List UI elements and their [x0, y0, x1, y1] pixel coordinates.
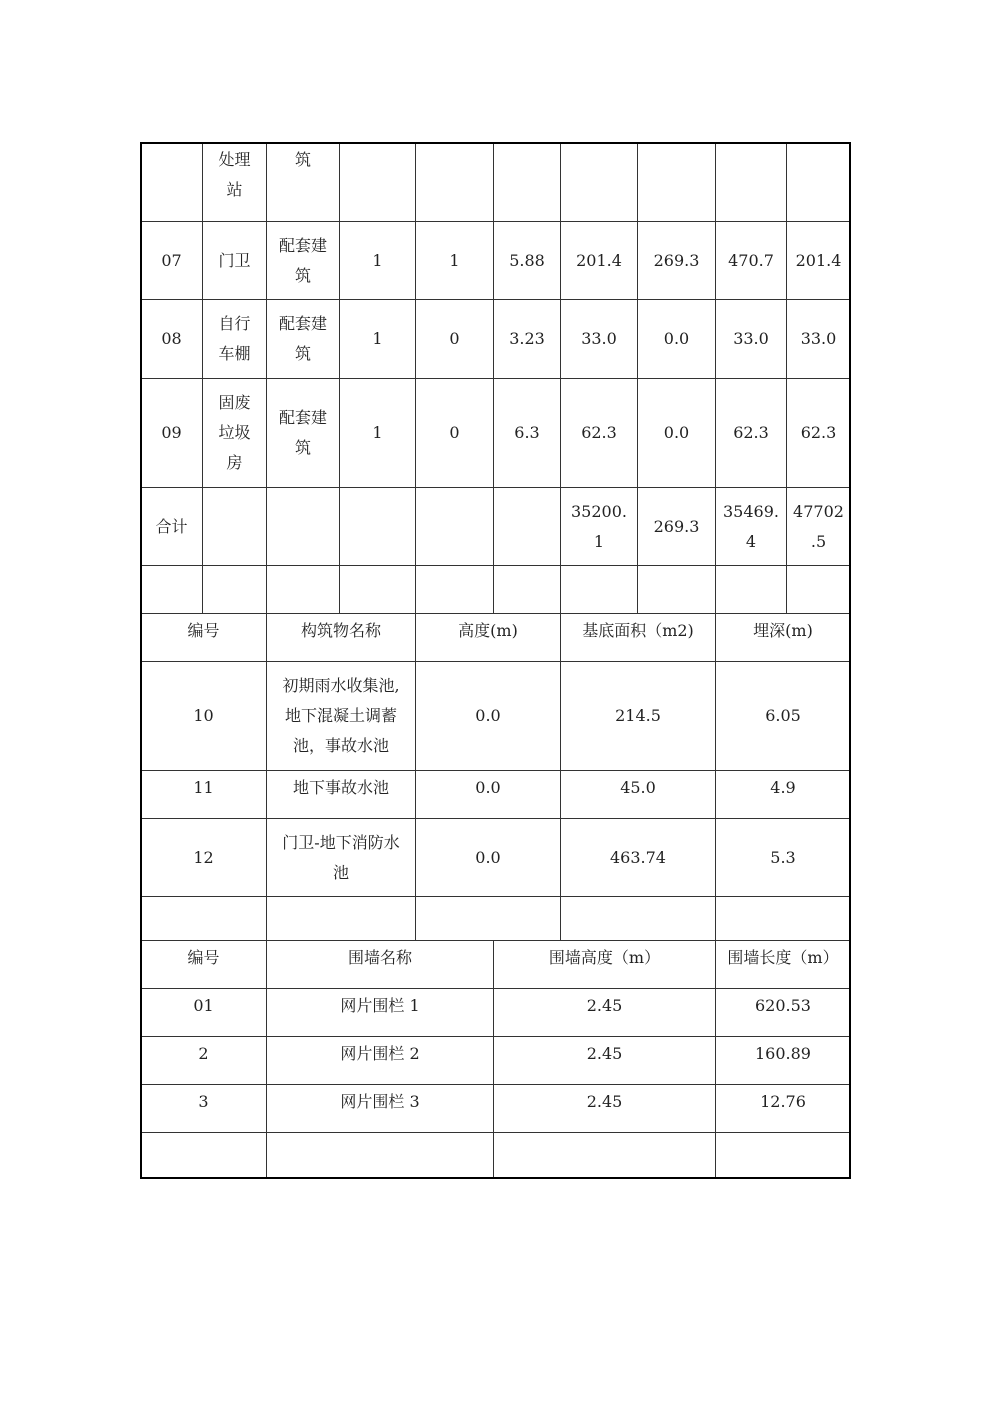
- total-value-cell: 269.3: [638, 488, 716, 566]
- building-row-col5-cell: [416, 143, 494, 222]
- wall-row-length-cell: 160.89: [716, 1037, 850, 1085]
- empty-cell: [416, 897, 561, 941]
- building-row-col9-cell: 33.0: [716, 300, 787, 379]
- structure-header-cell: 基底面积（m2): [561, 614, 716, 662]
- empty-cell: [561, 897, 716, 941]
- structure-row-name-cell: 门卫-地下消防水 池: [267, 819, 416, 897]
- empty-cell: [141, 897, 267, 941]
- structure-row-name-cell: 初期雨水收集池, 地下混凝土调蓄 池，事故水池: [267, 662, 416, 771]
- structure-header-cell: 编号: [141, 614, 267, 662]
- total-value-cell: [494, 488, 561, 566]
- wall-row-length-cell: 620.53: [716, 989, 850, 1037]
- wall-row-id-cell: 3: [141, 1085, 267, 1133]
- building-row-col5-cell: 0: [416, 300, 494, 379]
- empty-cell: [716, 1133, 850, 1178]
- building-row-name-cell: 自行 车棚: [203, 300, 267, 379]
- empty-cell: [716, 897, 850, 941]
- empty-cell: [340, 566, 416, 614]
- structure-row-area-cell: 45.0: [561, 771, 716, 819]
- structure-row-id-cell: 12: [141, 819, 267, 897]
- building-row-count-cell: 1: [340, 379, 416, 488]
- wall-row-name-cell: 网片围栏 1: [267, 989, 494, 1037]
- building-row-col6-cell: [494, 143, 561, 222]
- building-row-count-cell: [340, 143, 416, 222]
- building-row-name-cell: 门卫: [203, 222, 267, 300]
- building-row-col5-cell: 1: [416, 222, 494, 300]
- empty-cell: [141, 566, 203, 614]
- building-row-id-cell: 09: [141, 379, 203, 488]
- structure-row-id-cell: 11: [141, 771, 267, 819]
- wall-row-id-cell: 01: [141, 989, 267, 1037]
- building-row-col10-cell: 62.3: [787, 379, 850, 488]
- building-row-id-cell: [141, 143, 203, 222]
- structure-header-cell: 高度(m): [416, 614, 561, 662]
- building-row-col5-cell: 0: [416, 379, 494, 488]
- wall-header-cell: 围墙高度（m）: [494, 941, 716, 989]
- building-row-type-cell: 配套建 筑: [267, 379, 340, 488]
- empty-cell: [267, 566, 340, 614]
- empty-cell: [716, 566, 787, 614]
- building-row-col10-cell: [787, 143, 850, 222]
- building-row-count-cell: 1: [340, 300, 416, 379]
- wall-header-cell: 围墙名称: [267, 941, 494, 989]
- total-value-cell: 47702 .5: [787, 488, 850, 566]
- empty-cell: [416, 566, 494, 614]
- empty-cell: [267, 897, 416, 941]
- building-row-col9-cell: 470.7: [716, 222, 787, 300]
- structure-row-name-cell: 地下事故水池: [267, 771, 416, 819]
- structure-row-area-cell: 463.74: [561, 819, 716, 897]
- structure-row-height-cell: 0.0: [416, 771, 561, 819]
- wall-row-name-cell: 网片围栏 2: [267, 1037, 494, 1085]
- total-value-cell: [203, 488, 267, 566]
- total-value-cell: [416, 488, 494, 566]
- building-row-col8-cell: [638, 143, 716, 222]
- building-row-count-cell: 1: [340, 222, 416, 300]
- structure-row-depth-cell: 6.05: [716, 662, 850, 771]
- structure-row-depth-cell: 5.3: [716, 819, 850, 897]
- wall-header-cell: 围墙长度（m）: [716, 941, 850, 989]
- structure-row-area-cell: 214.5: [561, 662, 716, 771]
- building-row-col6-cell: 5.88: [494, 222, 561, 300]
- wall-row-id-cell: 2: [141, 1037, 267, 1085]
- empty-cell: [141, 1133, 267, 1178]
- building-row-col10-cell: 33.0: [787, 300, 850, 379]
- total-value-cell: 35469. 4: [716, 488, 787, 566]
- building-row-col6-cell: 6.3: [494, 379, 561, 488]
- building-row-name-cell: 处理 站: [203, 143, 267, 222]
- building-row-area-cell: 33.0: [561, 300, 638, 379]
- empty-cell: [203, 566, 267, 614]
- empty-cell: [267, 1133, 494, 1178]
- building-row-type-cell: 筑: [267, 143, 340, 222]
- empty-cell: [787, 566, 850, 614]
- building-row-name-cell: 固废 垃圾 房: [203, 379, 267, 488]
- structure-row-height-cell: 0.0: [416, 662, 561, 771]
- wall-row-height-cell: 2.45: [494, 1037, 716, 1085]
- building-row-col9-cell: [716, 143, 787, 222]
- structure-header-cell: 埋深(m): [716, 614, 850, 662]
- empty-cell: [638, 566, 716, 614]
- building-row-area-cell: 201.4: [561, 222, 638, 300]
- total-value-cell: [340, 488, 416, 566]
- building-row-id-cell: 08: [141, 300, 203, 379]
- structure-row-id-cell: 10: [141, 662, 267, 771]
- structure-header-cell: 构筑物名称: [267, 614, 416, 662]
- total-label-cell: 合计: [141, 488, 203, 566]
- building-row-type-cell: 配套建 筑: [267, 300, 340, 379]
- empty-cell: [561, 566, 638, 614]
- building-row-col10-cell: 201.4: [787, 222, 850, 300]
- building-row-area-cell: 62.3: [561, 379, 638, 488]
- total-value-cell: [267, 488, 340, 566]
- wall-header-cell: 编号: [141, 941, 267, 989]
- wall-row-length-cell: 12.76: [716, 1085, 850, 1133]
- building-row-col8-cell: 0.0: [638, 379, 716, 488]
- building-row-col8-cell: 269.3: [638, 222, 716, 300]
- empty-cell: [494, 1133, 716, 1178]
- building-row-type-cell: 配套建 筑: [267, 222, 340, 300]
- building-row-area-cell: [561, 143, 638, 222]
- building-row-col6-cell: 3.23: [494, 300, 561, 379]
- structure-row-height-cell: 0.0: [416, 819, 561, 897]
- total-value-cell: 35200. 1: [561, 488, 638, 566]
- building-row-id-cell: 07: [141, 222, 203, 300]
- structure-row-depth-cell: 4.9: [716, 771, 850, 819]
- building-row-col9-cell: 62.3: [716, 379, 787, 488]
- wall-row-height-cell: 2.45: [494, 1085, 716, 1133]
- building-row-col8-cell: 0.0: [638, 300, 716, 379]
- wall-row-name-cell: 网片围栏 3: [267, 1085, 494, 1133]
- wall-row-height-cell: 2.45: [494, 989, 716, 1037]
- empty-cell: [494, 566, 561, 614]
